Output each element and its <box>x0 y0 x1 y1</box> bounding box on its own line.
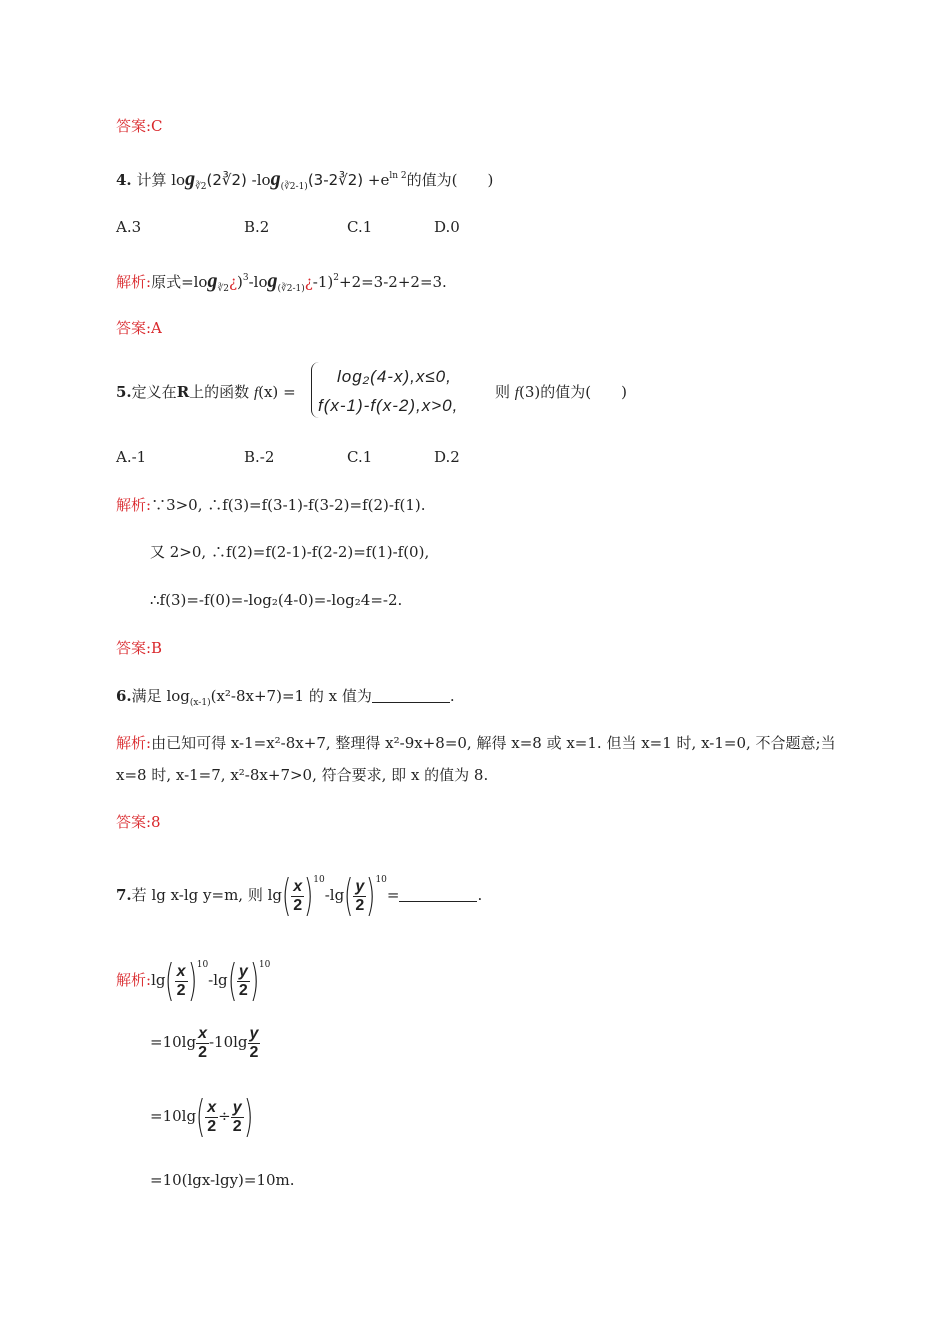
answer-blank <box>399 887 477 902</box>
q7-analysis-1: 解析:lg( $\frac{x}{2}$ )$^{10}$-lg( $\frac{y}{2}$ )$^{10}$ <box>116 955 271 1006</box>
q6-answer: 答案:8 <box>116 813 161 831</box>
fraction-y-over-2: $\frac{y}{2}$ <box>355 877 365 914</box>
q5-analysis-3: ∴f(3)=-f(0)=-log₂(4-0)=-log₂4=-2. <box>150 591 403 609</box>
q5-answer: 答案:B <box>116 639 163 657</box>
q6-analysis-2: x=8 时, x-1=7, x²-8x+7>0, 符合要求, 即 x 的值为 8. <box>116 766 489 784</box>
q6-number: 6. <box>116 687 132 705</box>
q5-analysis-2: 又 2>0, ∴f(2)=f(2-1)-f(2-2)=f(1)-f(0), <box>150 543 430 561</box>
q6-analysis-1: 解析:由已知可得 x-1=x²-8x+7, 整理得 x²-9x+8=0, 解得 x=8 或 x=1. 但当 x=1 时, x-1=0, 不合题意;当 <box>116 734 836 752</box>
fraction-x-over-2: $\frac{x}{2}$ <box>293 877 303 914</box>
analysis-label: 解析: <box>116 273 152 291</box>
q7-number: 7. <box>116 886 132 904</box>
q4-option-d: D.0 <box>434 218 460 236</box>
q5-analysis-1: 解析:∵3>0, ∴f(3)=f(3-1)-f(3-2)=f(2)-f(1). <box>116 496 426 514</box>
analysis-label: 解析: <box>116 734 152 752</box>
q5-option-c: C.1 <box>347 448 373 466</box>
q5-stem: 5.定义在R上的函数 f(x) = <box>116 383 296 401</box>
q4-option-c: C.1 <box>347 218 373 236</box>
q5-option-b: B.-2 <box>244 448 275 466</box>
q5-option-a: A.-1 <box>116 448 147 466</box>
q4-analysis: 解析:原式$=\log_{∛2}¿)^3-\log_{(∛2-1)}¿-1)^2+2=3-2+2=3$. <box>116 270 447 294</box>
piecewise-case-1: log₂(4-x),x≤0, <box>337 367 452 386</box>
analysis-label: 解析: <box>116 971 152 989</box>
q3-answer: 答案:C <box>116 117 163 135</box>
q5-option-d: D.2 <box>434 448 460 466</box>
q4-answer: 答案:A <box>116 319 162 337</box>
q7-analysis-2: =10lg $\frac{x}{2}$ -10lg $\frac{y}{2}$ <box>150 1024 259 1061</box>
q4-option-a: A.3 <box>116 218 142 236</box>
piecewise-case-2: f(x-1)-f(x-2),x>0, <box>318 396 459 415</box>
q4-option-b: B.2 <box>244 218 270 236</box>
q7-analysis-4: =10(lgx-lgy)=10m. <box>150 1171 295 1189</box>
q6-stem: 6.满足 $\log_{(x-1)}(x^2-8x+7)=1$ 的 x 值为 . <box>116 687 455 708</box>
q7-stem: 7.若 lg x-lg y=m, 则 lg( $\frac{x}{2}$ )$^{10}$-lg( $\frac{y}{2}$ )$^{10}$= . <box>116 870 483 921</box>
answer-blank <box>372 688 450 703</box>
q5-stem-end: 则 f(3)的值为( ) <box>495 383 627 401</box>
q4-number: 4. <box>116 171 132 189</box>
analysis-label: 解析: <box>116 496 152 514</box>
q7-analysis-3: =10lg( $\frac{x}{2}$ ÷ $\frac{y}{2}$ ) <box>150 1091 253 1142</box>
q5-number: 5. <box>116 383 132 401</box>
q4-stem: 4. 计算 $\log_{∛2}(2∛2)$ $-\log_{(∛2-1)}(3-2∛2) +e^{ln 2}$的值为( ) <box>116 168 494 192</box>
